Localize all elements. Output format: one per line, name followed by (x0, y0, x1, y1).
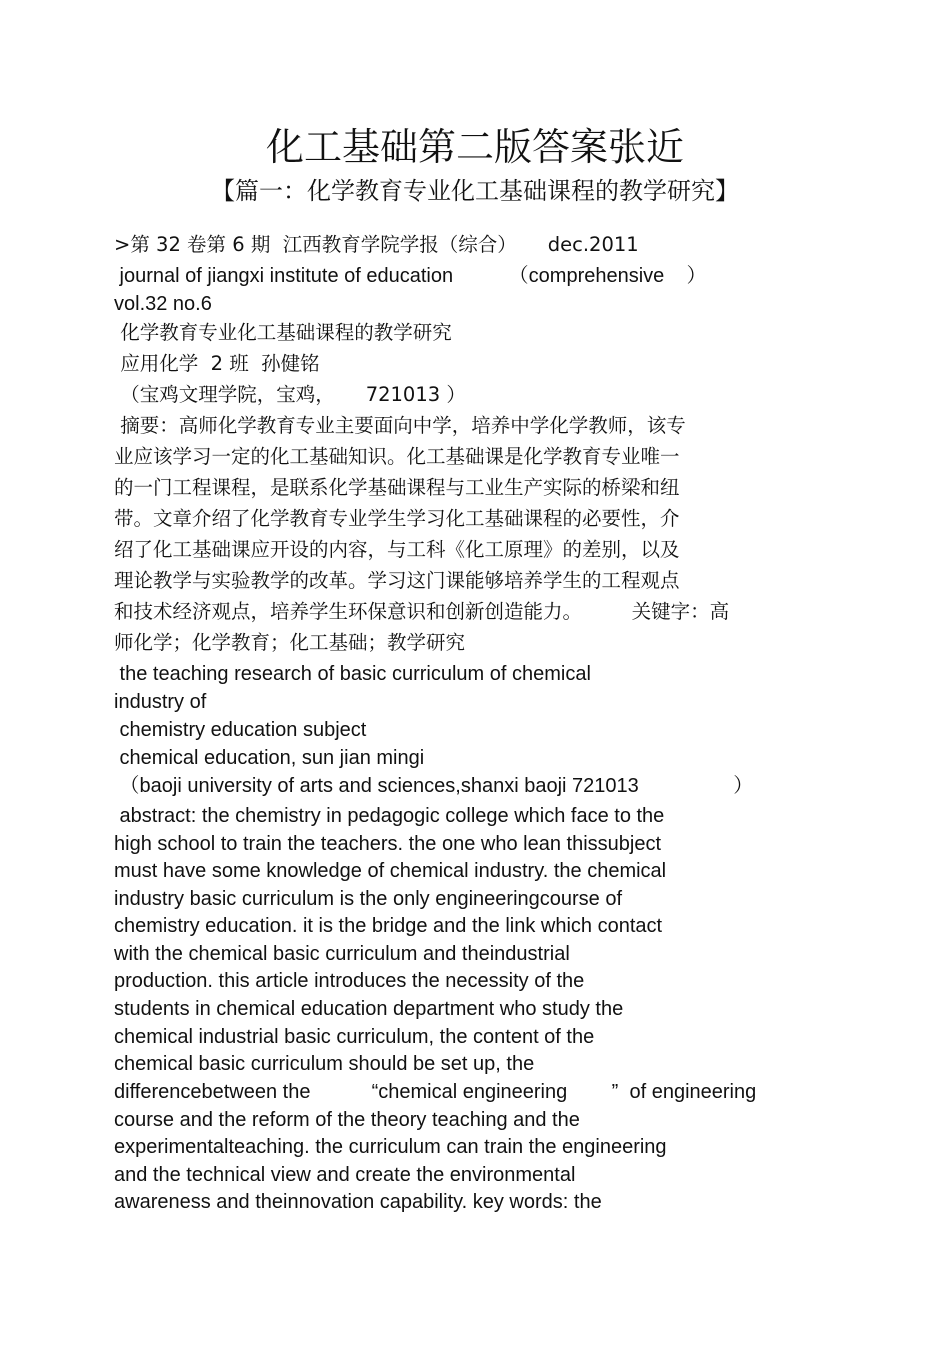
article-title-cn: 化学教育专业化工基础课程的教学研究 (114, 321, 452, 344)
abstract-en-line: awareness and theinnovation capability. key words: the (114, 1191, 602, 1213)
abstract-cn-line: 带。文章介绍了化学教育专业学生学习化工基础课程的必要性，介 (114, 507, 680, 530)
document-title: 化工基础第二版答案张近 (265, 125, 684, 169)
journal-volume: vol.32 no.6 (114, 293, 212, 315)
keywords-cn-line: 师化学；化学教育；化工基础；教学研究 (114, 631, 466, 654)
article-title-en: industry of (114, 691, 207, 713)
abstract-cn-line: 业应该学习一定的化工基础知识。化工基础课是化学教育专业唯一 (114, 445, 680, 468)
abstract-cn-line: 和技术经济观点，培养学生环保意识和创新创造能力。 关键字：高 (114, 600, 730, 623)
abstract-en-line: experimentalteaching. the curriculum can train the engineering (114, 1136, 667, 1158)
abstract-cn-line: 的一门工程课程，是联系化学基础课程与工业生产实际的桥梁和纽 (114, 476, 680, 499)
abstract-cn-line: 绍了化工基础课应开设的内容，与工科《化工原理》的差别，以及 (114, 538, 680, 561)
abstract-en-line: chemistry education. it is the bridge and the link which contact (114, 915, 663, 937)
abstract-en-line: and the technical view and create the environmental (114, 1164, 576, 1186)
abstract-cn-line: 摘要：高师化学教育专业主要面向中学，培养中学化学教师，该专 (114, 414, 686, 437)
author-line-en: chemical education, sun jian mingi (114, 747, 425, 769)
document-subtitle: 【篇一：化学教育专业化工基础课程的教学研究】 (211, 177, 739, 205)
article-title-en: chemistry education subject (114, 719, 367, 741)
journal-header-cn: >第 32 卷第 6 期 江西教育学院学报（综合） dec.2011 (114, 233, 639, 256)
affiliation-cn: （宝鸡文理学院，宝鸡， 721013 ） (114, 383, 466, 406)
abstract-en-line: chemical basic curriculum should be set up, the (114, 1053, 535, 1075)
affiliation-en: （baoji university of arts and sciences,shanxi baoji 721013 ） (114, 775, 754, 797)
abstract-en-line: high school to train the teachers. the one who lean thissubject (114, 833, 662, 855)
abstract-en-line: differencebetween the “chemical engineering ” of engineering (114, 1081, 757, 1103)
abstract-cn-line: 理论教学与实验教学的改革。学习这门课能够培养学生的工程观点 (114, 569, 680, 592)
author-line-cn: 应用化学 2 班 孙健铭 (114, 352, 320, 375)
abstract-en-line: must have some knowledge of chemical industry. the chemical (114, 860, 667, 882)
journal-header-en: journal of jiangxi institute of education （comprehensive ） (114, 265, 707, 287)
article-title-en: the teaching research of basic curriculum of chemical (114, 663, 591, 685)
abstract-en-line: with the chemical basic curriculum and theindustrial (114, 943, 570, 965)
abstract-en-line: chemical industrial basic curriculum, the content of the (114, 1026, 595, 1048)
abstract-en-line: industry basic curriculum is the only engineeringcourse of (114, 888, 623, 910)
abstract-en-line: course and the reform of the theory teaching and the (114, 1109, 580, 1131)
abstract-en-line: production. this article introduces the necessity of the (114, 970, 585, 992)
abstract-en-line: students in chemical education department who study the (114, 998, 624, 1020)
abstract-en-line: abstract: the chemistry in pedagogic college which face to the (114, 805, 665, 827)
